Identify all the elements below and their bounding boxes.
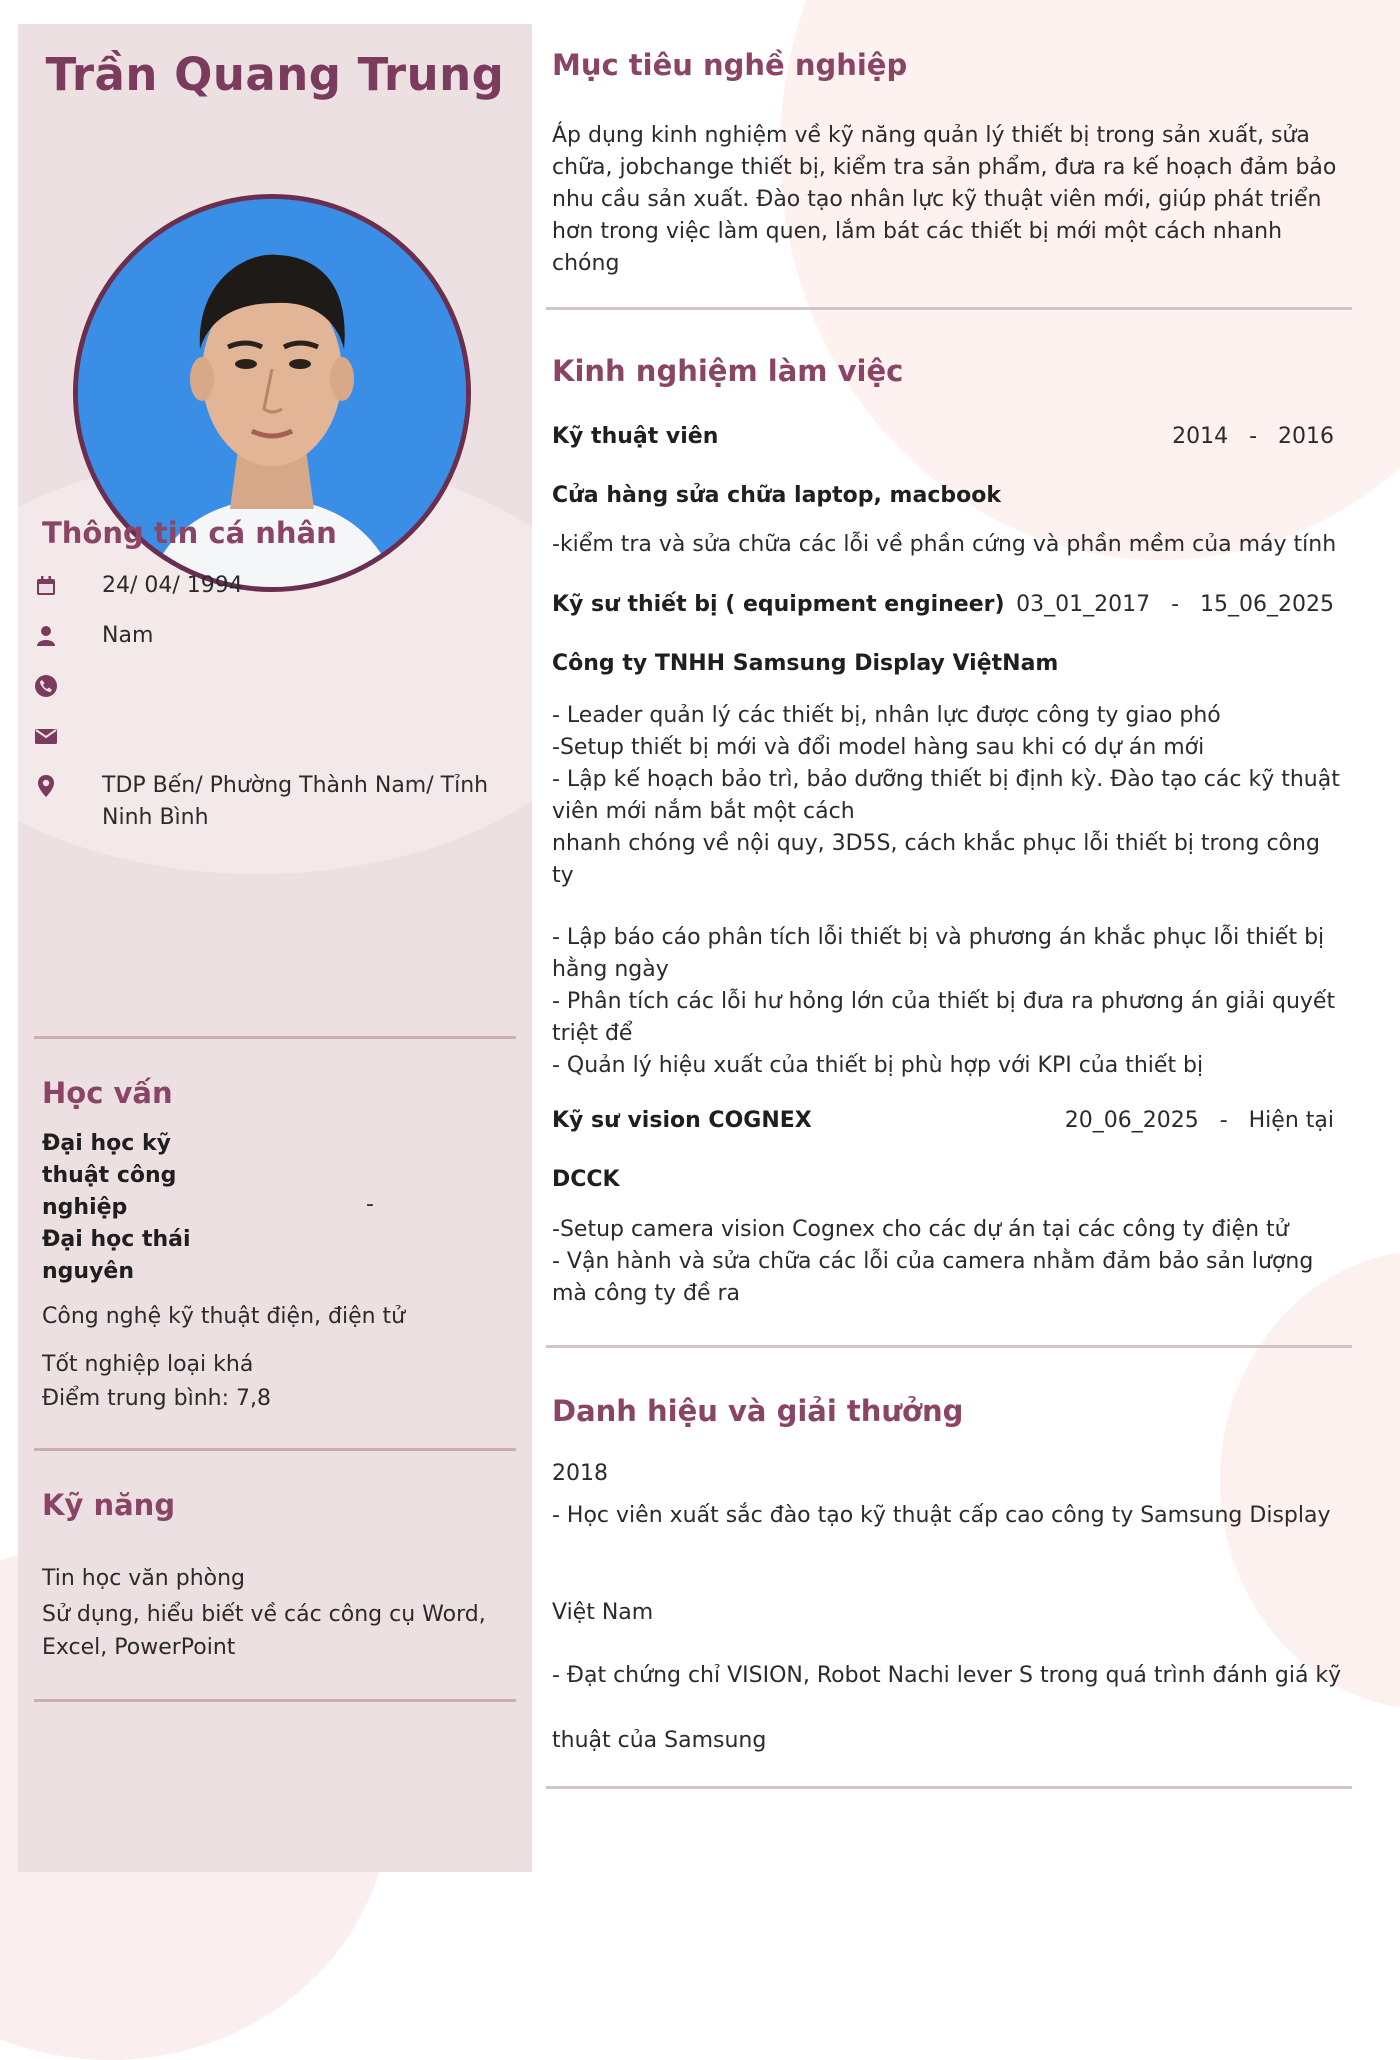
skills-heading: Kỹ năng — [42, 1488, 176, 1522]
job-description — [552, 529, 1342, 561]
job-bullet: - Phân tích các lỗi hư hỏng lớn của thiết bị đưa ra phương án giải quyết triệt để — [552, 989, 1336, 1046]
education-school-name-2: Đại học thái nguyên — [42, 1227, 191, 1284]
job-description — [552, 1214, 1342, 1310]
sidebar — [18, 24, 532, 1872]
education-gpa: Điểm trung bình: 7,8 — [42, 1386, 271, 1411]
dob-value: 24/ 04/ 1994 — [102, 573, 243, 598]
gender-value: Nam — [102, 623, 154, 648]
candidate-name: Trần Quang Trung — [45, 48, 505, 101]
education-heading: Học vấn — [42, 1076, 173, 1110]
divider — [34, 1448, 516, 1451]
objective-text: Áp dụng kinh nghiệm về kỹ năng quản lý thiết bị trong sản xuất, sửa chữa, jobchange thiết bị, kiểm tra sản phẩm, đưa ra kế hoạch đảm bảo nhu cầu sản xuất. Đào tạo nhân lực kỹ thuật viên mới, giúp phát triển hơn trong việc làm quen, lắm bát các thiết bị mới một cách nhanh chóng — [552, 123, 1337, 276]
skill-item: Tin học văn phòng — [42, 1566, 246, 1591]
divider — [34, 1036, 516, 1039]
divider — [546, 1786, 1352, 1789]
person-icon — [34, 624, 58, 648]
job-bullet: - Vận hành và sửa chữa các lỗi của camera nhằm đảm bảo sản lượng mà công ty đề ra — [552, 1249, 1314, 1306]
job-bullet: -Setup thiết bị mới và đổi model hàng sau khi có dự án mới — [552, 735, 1205, 760]
award-line: - Học viên xuất sắc đào tạo kỹ thuật cấp cao công ty Samsung Display — [552, 1503, 1331, 1528]
calendar-icon — [34, 574, 58, 598]
job-bullet: -Setup camera vision Cognex cho các dự án tại các công ty điện tử — [552, 1217, 1289, 1242]
phone-icon — [34, 674, 58, 698]
personal-info-heading: Thông tin cá nhân — [42, 516, 337, 550]
job-title: Kỹ thuật viên — [552, 424, 719, 449]
divider — [546, 307, 1352, 310]
education-date-separator: - — [366, 1192, 374, 1217]
email-icon — [34, 724, 58, 748]
awards-heading: Danh hiệu và giải thưởng — [552, 1394, 964, 1428]
job-title: Kỹ sư vision COGNEX — [552, 1108, 812, 1133]
job-bullet: - Quản lý hiệu xuất của thiết bị phù hợp với KPI của thiết bị — [552, 1053, 1204, 1078]
job-date: 20_06_2025 - Hiện tại — [1064, 1108, 1334, 1133]
job-bullet: -kiểm tra và sửa chữa các lỗi về phần cứng và phần mềm của máy tính — [552, 532, 1337, 557]
job-date: 03_01_2017 - 15_06_2025 — [1016, 592, 1334, 617]
job-bullet-spacer — [552, 892, 1342, 922]
job-company: DCCK — [552, 1167, 620, 1192]
job-date: 2014 - 2016 — [1172, 424, 1334, 449]
job-bullet: nhanh chóng về nội quy, 3D5S, cách khắc phục lỗi thiết bị trong công ty — [552, 831, 1320, 888]
location-icon — [34, 774, 58, 798]
address-value: TDP Bến/ Phường Thành Nam/ Tỉnh Ninh Bình — [102, 773, 489, 830]
education-major: Công nghệ kỹ thuật điện, điện tử — [42, 1304, 406, 1329]
job-bullet: - Lập báo cáo phân tích lỗi thiết bị và phương án khắc phục lỗi thiết bị hằng ngày — [552, 925, 1325, 982]
job-company: Công ty TNHH Samsung Display ViệtNam — [552, 651, 1059, 676]
job-company: Cửa hàng sửa chữa laptop, macbook — [552, 483, 1001, 508]
divider — [34, 1699, 516, 1702]
award-line: thuật của Samsung — [552, 1728, 767, 1753]
objective-heading: Mục tiêu nghề nghiệp — [552, 48, 908, 82]
education-school-name: Đại học kỹ thuật công nghiệp — [42, 1131, 177, 1220]
job-bullet: - Leader quản lý các thiết bị, nhân lực được công ty giao phó — [552, 703, 1221, 728]
job-title: Kỹ sư thiết bị ( equipment engineer) — [552, 592, 1005, 617]
award-line: Việt Nam — [552, 1600, 654, 1625]
skill-item: Sử dụng, hiểu biết về các công cụ Word, Excel, PowerPoint — [42, 1602, 486, 1660]
background-shape-top — [780, 0, 1400, 560]
job-description — [552, 700, 1342, 1082]
education-grade: Tốt nghiệp loại khá — [42, 1352, 254, 1377]
experience-heading: Kinh nghiệm làm việc — [552, 354, 904, 388]
divider — [546, 1345, 1352, 1348]
education-school — [42, 1128, 202, 1288]
award-line: - Đạt chứng chỉ VISION, Robot Nachi lever S trong quá trình đánh giá kỹ — [552, 1663, 1342, 1688]
job-bullet: - Lập kế hoạch bảo trì, bảo dưỡng thiết bị định kỳ. Đào tạo các kỹ thuật viên mới nắm bắt một cách — [552, 767, 1340, 824]
award-year: 2018 — [552, 1461, 608, 1486]
